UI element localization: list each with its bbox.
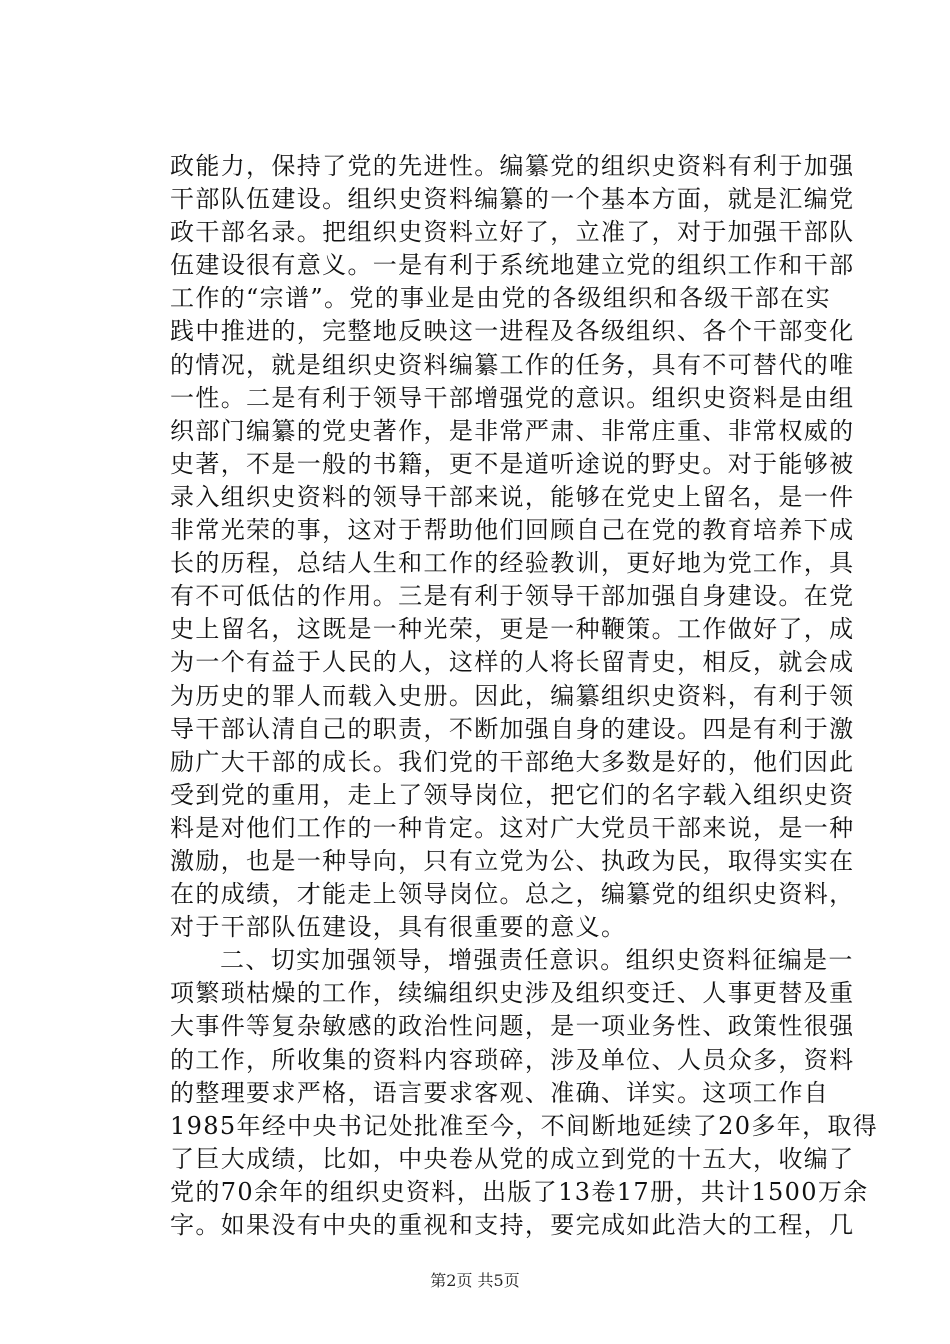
- text-line: 录入组织史资料的领导干部来说，能够在党史上留名，是一件: [170, 482, 855, 511]
- text-line: 史上留名，这既是一种光荣，更是一种鞭策。工作做好了，成: [170, 615, 855, 644]
- text-line: 长的历程，总结人生和工作的经验教训，更好地为党工作，具: [170, 549, 855, 578]
- text-line: 政能力，保持了党的先进性。编纂党的组织史资料有利于加强: [170, 152, 855, 180]
- text-line: 为历史的罪人而载入史册。因此，编纂组织史资料，有利于领: [170, 681, 855, 710]
- body-text: [170, 150, 879, 1242]
- text-line: 伍建设很有意义。一是有利于系统地建立党的组织工作和干部: [170, 251, 855, 280]
- text-line: 有不可低估的作用。三是有利于领导干部加强自身建设。在党: [170, 582, 855, 611]
- text-line: 践中推进的，完整地反映这一进程及各级组织、各个干部变化: [170, 317, 855, 346]
- text-line: 励广大干部的成长。我们党的干部绝大多数是好的，他们因此: [170, 747, 855, 776]
- text-line: 干部队伍建设。组织史资料编纂的一个基本方面，就是汇编党: [170, 185, 855, 214]
- text-line: 大事件等复杂敏感的政治性问题，是一项业务性、政策性很强: [170, 1012, 855, 1041]
- text-line: 导干部认清自己的职责，不断加强自身的建设。四是有利于激: [170, 714, 855, 743]
- text-line: 政干部名录。把组织史资料立好了，立准了，对于加强干部队: [170, 218, 855, 247]
- text-line: 了巨大成绩，比如，中央卷从党的成立到党的十五大，收编了: [170, 1144, 855, 1173]
- text-line: 激励，也是一种导向，只有立党为公、执政为民，取得实实在: [170, 846, 855, 875]
- text-line: 织部门编纂的党史著作，是非常严肃、非常庄重、非常权威的: [170, 416, 855, 445]
- text-line: 党的70余年的组织史资料，出版了13卷17册，共计1500万余: [170, 1177, 869, 1206]
- text-line: 一性。二是有利于领导干部增强党的意识。组织史资料是由组: [170, 383, 855, 412]
- paragraph-start-line: 二、切实加强领导，增强责任意识。组织史资料征编是一: [220, 946, 854, 975]
- text-line: 的整理要求严格，语言要求客观、准确、详实。这项工作自: [170, 1078, 830, 1107]
- text-line: 史著，不是一般的书籍，更不是道听途说的野史。对于能够被: [170, 449, 855, 478]
- text-line: 受到党的重用，走上了领导岗位，把它们的名字载入组织史资: [170, 780, 855, 809]
- text-line: 对于干部队伍建设，具有很重要的意义。: [170, 913, 627, 942]
- text-line: 项繁琐枯燥的工作，续编组织史涉及组织变迁、人事更替及重: [170, 979, 855, 1008]
- text-line: 的情况，就是组织史资料编纂工作的任务，具有不可替代的唯: [170, 350, 855, 379]
- text-line: 的工作，所收集的资料内容琐碎，涉及单位、人员众多，资料: [170, 1045, 855, 1074]
- text-line: 1985年经中央书记处批准至今，不间断地延续了20多年，取得: [170, 1111, 879, 1140]
- text-line: 工作的“宗谱”。党的事业是由党的各级组织和各级干部在实: [170, 284, 831, 313]
- text-line: 字。如果没有中央的重视和支持，要完成如此浩大的工程，几: [170, 1211, 855, 1239]
- text-line: 为一个有益于人民的人，这样的人将长留青史，相反，就会成: [170, 648, 855, 677]
- text-line: 料是对他们工作的一种肯定。这对广大党员干部来说，是一种: [170, 813, 855, 842]
- text-line: 在的成绩，才能走上领导岗位。总之，编纂党的组织史资料，: [170, 880, 855, 909]
- page-number-footer: 第2页 共5页: [430, 1271, 520, 1290]
- text-line: 非常光荣的事，这对于帮助他们回顾自己在党的教育培养下成: [170, 516, 855, 545]
